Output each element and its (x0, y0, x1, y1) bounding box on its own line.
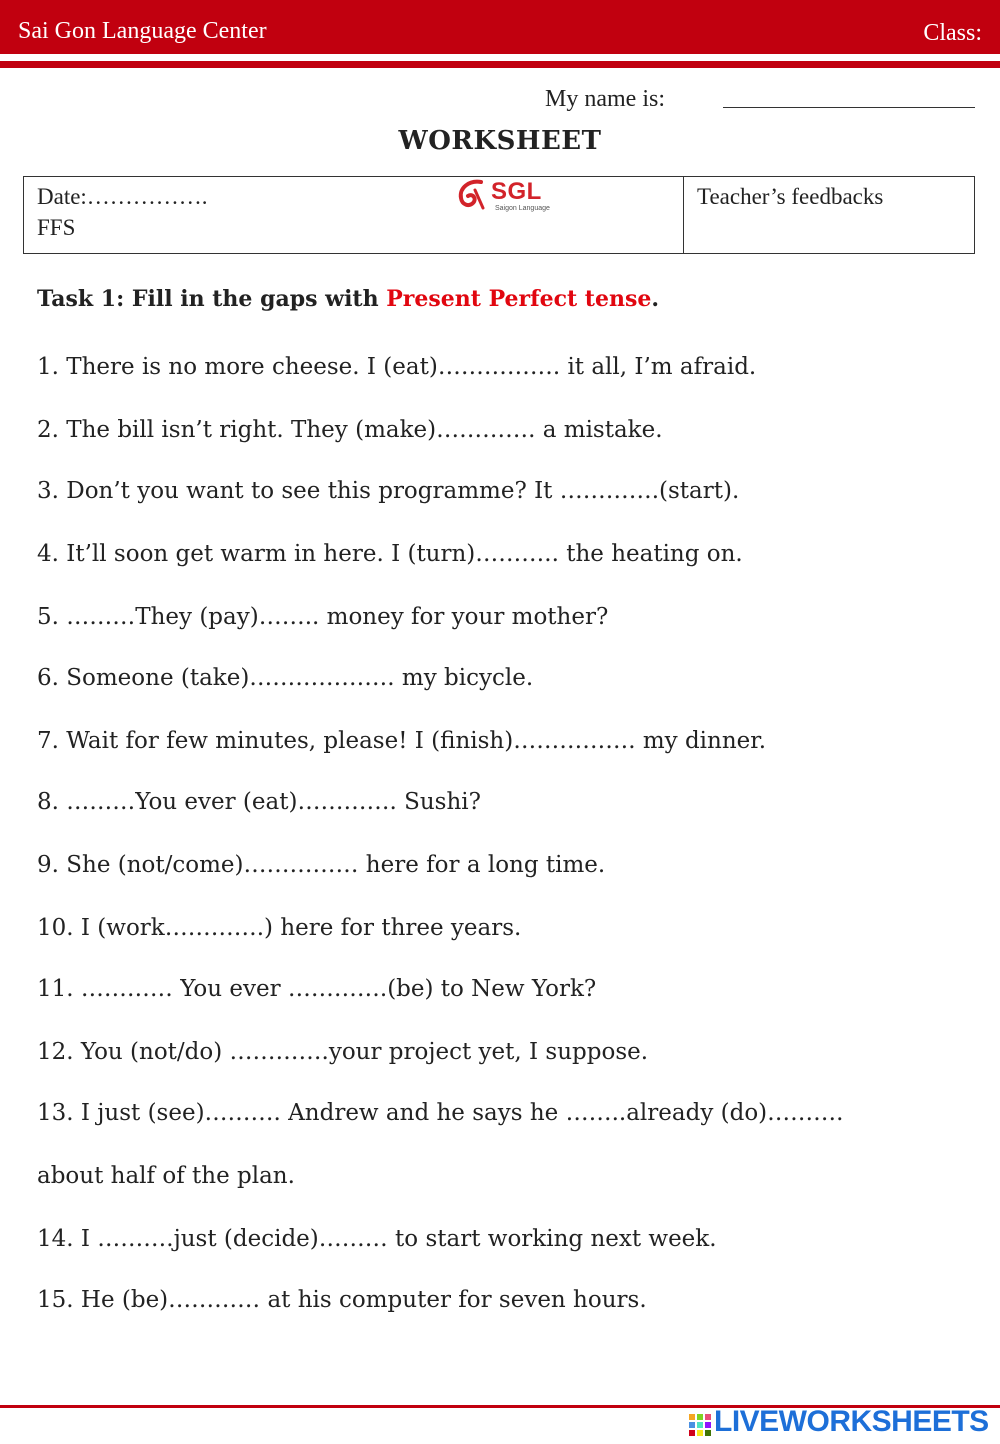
class-label: Class: (923, 20, 982, 46)
question-3: 3. Don’t you want to see this programme? It ………….(start). (37, 478, 740, 504)
question-4: 4. It’ll soon get warm in here. I (turn)……….. the heating on. (37, 541, 743, 567)
task-prefix: Task 1: Fill in the gaps with (37, 286, 387, 312)
question-13-continued: about half of the plan. (37, 1163, 295, 1189)
question-11: 11. ………… You ever ………….(be) to New York? (37, 976, 597, 1002)
logo-subtext: Saigon Language (495, 205, 550, 212)
task-suffix: . (651, 286, 660, 312)
question-2: 2. The bill isn’t right. They (make)…………. a mistake. (37, 417, 663, 443)
question-7: 7. Wait for few minutes, please! I (finish)……………. my dinner. (37, 728, 767, 754)
question-1: 1. There is no more cheese. I (eat)……………. it all, I’m afraid. (37, 354, 757, 380)
question-8: 8. ………You ever (eat)…………. Sushi? (37, 789, 481, 815)
question-9: 9. She (not/come)…………… here for a long time. (37, 852, 606, 878)
liveworksheets-logo (688, 1404, 988, 1440)
question-12: 12. You (not/do) ………….your project yet, I suppose. (37, 1039, 649, 1065)
info-box-divider (683, 176, 684, 254)
sgl-swoosh-icon (455, 178, 491, 218)
question-6: 6. Someone (take)………………. my bicycle. (37, 665, 534, 691)
question-15: 15. He (be)………… at his computer for seven hours. (37, 1287, 647, 1313)
logo-text: SGL (491, 178, 542, 205)
liveworksheets-icon (688, 1412, 712, 1440)
header-divider (0, 61, 1000, 68)
question-5: 5. ………They (pay)…….. money for your mother? (37, 604, 609, 630)
question-14: 14. I ……….just (decide)……… to start working next week. (37, 1226, 717, 1252)
center-name: Sai Gon Language Center (18, 18, 267, 44)
question-10: 10. I (work………….) here for three years. (37, 915, 522, 941)
footer-brand: LIVEWORKSHEETS (714, 1405, 989, 1438)
name-label: My name is: (545, 86, 665, 112)
ffs-label: FFS (37, 215, 76, 240)
date-label: Date:……………. (37, 184, 208, 209)
sgl-logo (455, 178, 555, 218)
name-input-line[interactable] (723, 107, 975, 108)
worksheet-title: WORKSHEET (398, 126, 602, 156)
header-bar (0, 0, 1000, 54)
teacher-feedback-label: Teacher’s feedbacks (697, 184, 884, 209)
task-heading (37, 286, 659, 312)
question-13: 13. I just (see)………. Andrew and he says he ……..already (do)………. (37, 1100, 844, 1126)
task-highlight: Present Perfect tense (386, 286, 652, 312)
